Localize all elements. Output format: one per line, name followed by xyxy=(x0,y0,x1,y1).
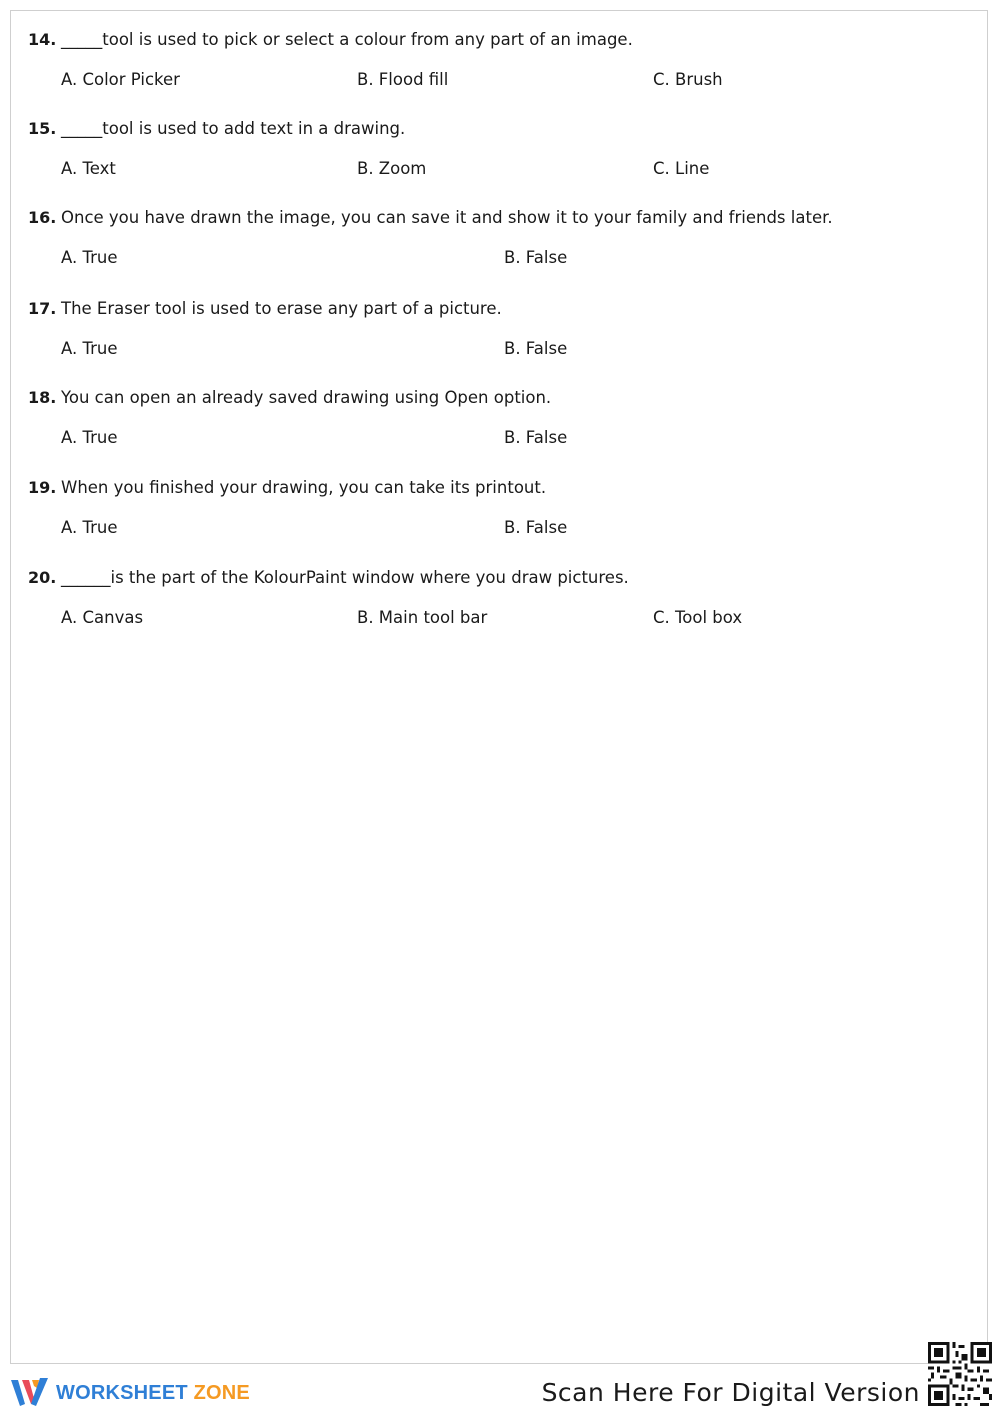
option-b: B. Main tool bar xyxy=(357,608,488,627)
option-a: A. Text xyxy=(61,159,116,178)
question-16 xyxy=(28,208,968,272)
question-text: The Eraser tool is used to erase any part of a picture. xyxy=(61,299,502,318)
option-c: C. Brush xyxy=(653,70,723,89)
scan-here-text: Scan Here For Digital Version xyxy=(541,1378,920,1407)
option-b: B. False xyxy=(504,339,568,358)
question-number: 20. xyxy=(28,568,57,587)
question-number: 18. xyxy=(28,388,57,407)
option-a: A. True xyxy=(61,248,118,267)
qr-code-icon[interactable] xyxy=(928,1342,992,1406)
question-text: You can open an already saved drawing using Open option. xyxy=(61,388,552,407)
question-number: 16. xyxy=(28,208,57,227)
question-text: _____tool is used to add text in a drawing. xyxy=(61,119,406,138)
question-text: _____tool is used to pick or select a colour from any part of an image. xyxy=(61,30,633,49)
option-c: C. Line xyxy=(653,159,710,178)
question-number: 17. xyxy=(28,299,57,318)
question-text: When you finished your drawing, you can take its printout. xyxy=(61,478,547,497)
worksheet-zone-logo[interactable] xyxy=(10,1376,250,1410)
option-a: A. Canvas xyxy=(61,608,144,627)
option-c: C. Tool box xyxy=(653,608,743,627)
question-text: Once you have drawn the image, you can save it and show it to your family and friends later. xyxy=(61,208,833,227)
question-18 xyxy=(28,388,968,452)
question-14 xyxy=(28,30,968,94)
question-19 xyxy=(28,478,968,542)
logo-text: WORKSHEET ZONE xyxy=(56,1381,250,1404)
option-b: B. Flood fill xyxy=(357,70,449,89)
question-17 xyxy=(28,299,968,363)
question-number: 19. xyxy=(28,478,57,497)
logo-w-icon xyxy=(10,1376,50,1410)
question-number: 15. xyxy=(28,119,57,138)
option-b: B. False xyxy=(504,248,568,267)
question-20 xyxy=(28,568,968,632)
question-text: ______is the part of the KolourPaint window where you draw pictures. xyxy=(61,568,629,587)
option-a: A. Color Picker xyxy=(61,70,180,89)
option-b: B. False xyxy=(504,428,568,447)
option-a: A. True xyxy=(61,339,118,358)
option-a: A. True xyxy=(61,518,118,537)
option-b: B. False xyxy=(504,518,568,537)
question-15 xyxy=(28,119,968,183)
option-b: B. Zoom xyxy=(357,159,427,178)
option-a: A. True xyxy=(61,428,118,447)
question-number: 14. xyxy=(28,30,57,49)
